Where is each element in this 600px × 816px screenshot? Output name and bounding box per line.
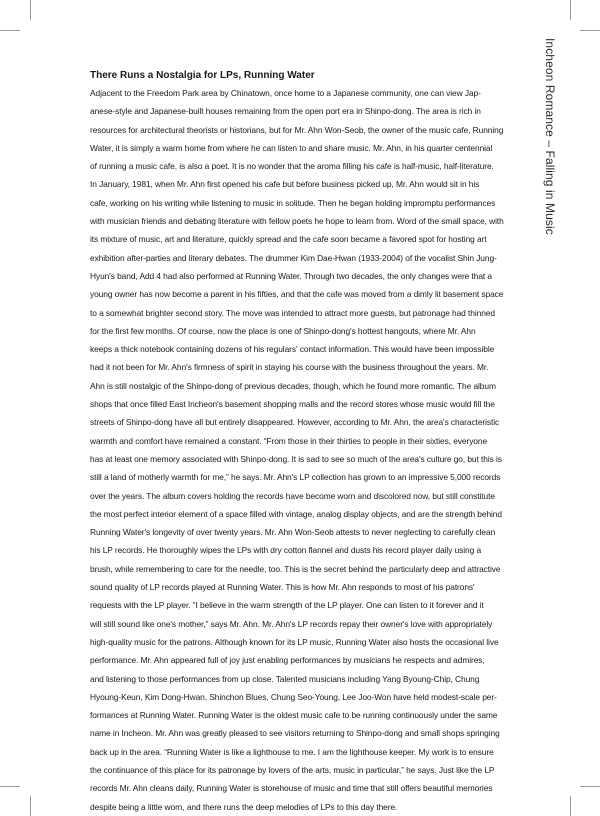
crop-mark xyxy=(570,0,571,20)
body-line: the continuance of this place for its patronage by lovers of the arts, music in particular,” he says. Just like the LP xyxy=(90,764,495,775)
body-line: requests with the LP player. “I believe in the warm strength of the LP player. One can listen to it forever and it xyxy=(90,600,484,611)
body-line: has at least one memory associated with Shinpo-dong. It is sad to see so much of the area's culture go, but this is xyxy=(90,453,502,464)
body-line: name in Incheon. Mr. Ahn was greatly pleased to see visitors returning to Shinpo-dong and small shops springing xyxy=(90,728,500,739)
body-line: and listening to those performances from up close. Talented musicians including Yang Byoung-Chip, Chung xyxy=(90,673,480,684)
body-line: for the first few months. Of course, now the place is one of Shinpo-dong's hottest hangouts, where Mr. Ahn xyxy=(90,325,476,336)
body-line: still a land of motherly warmth for me,” he says. Mr. Ahn's LP collection has grown to an impressive 5,000 records xyxy=(90,472,501,483)
body-line: young owner has now become a parent in his fifties, and that the cafe was moved from a dimly lit basement space xyxy=(90,289,504,300)
article-title: There Runs a Nostalgia for LPs, Running Water xyxy=(90,70,315,81)
crop-mark xyxy=(30,796,31,816)
body-line: sound quality of LP records played at Running Water. This is how Mr. Ahn responds to most of his patrons' xyxy=(90,582,475,593)
crop-mark xyxy=(570,796,571,816)
body-line: shops that once filled East Incheon's basement shopping malls and the record stores whose music would fill the xyxy=(90,399,495,410)
body-line: streets of Shinpo-dong have all but entirely disappeared. However, according to Mr. Ahn, the area's characteristic xyxy=(90,417,500,428)
body-line: despite being a little worn, and there runs the deep melodies of LPs to this day there. xyxy=(90,801,398,812)
body-line: performance. Mr. Ahn appeared full of joy just enabling performances by musicians he respects and admires, xyxy=(90,655,485,666)
body-line: of running a music cafe, is also a poet. It is no wonder that the aroma filling his cafe is half-music, half-literature. xyxy=(90,161,494,172)
body-line: had it not been for Mr. Ahn's firmness of spirit in staying his course with the business throughout the years. Mr. xyxy=(90,362,489,373)
body-line: will still sound like one's mother,” says Mr. Ahn. Mr. Ahn's LP records repay their owner's love with appropriately xyxy=(90,618,493,629)
body-line: exhibition after-parties and literary debates. The drummer Kim Dae-Hwan (1933-2004) of the vocalist Shin Jung- xyxy=(90,252,497,263)
body-line: to a somewhat brighter second story. The move was intended to attract more guests, but patronage had thinned xyxy=(90,307,495,318)
body-line: Hyun's band, Add 4 had also performed at Running Water. Through two decades, the only changes were that a xyxy=(90,270,492,281)
body-line: In January, 1981, when Mr. Ahn first opened his cafe but before business picked up, Mr. Ahn would sit in his xyxy=(90,179,480,190)
body-line: with musician friends and debating literature with fellow poets he hope to learn from. Word of the small space, with xyxy=(90,216,504,227)
body-line: the most perfect interior element of a space filled with vintage, analog display objects, and are the strength behind xyxy=(90,508,502,519)
body-line: back up in the area. “Running Water is like a lighthouse to me. I am the lighthouse keeper. My work is to ensure xyxy=(90,746,494,757)
crop-mark xyxy=(580,30,600,31)
body-line: records Mr. Ahn cleans daily, Running Water is storehouse of music and time that still offers beautiful memories xyxy=(90,783,493,794)
body-line: Ahn is still nostalgic of the Shinpo-dong of previous decades, though, which he found more romantic. The album xyxy=(90,380,496,391)
crop-mark xyxy=(30,0,31,20)
body-line: keeps a thick notebook containing dozens of his regulars' contact information. This would have been impossible xyxy=(90,344,495,355)
body-line: its mixture of music, art and literature, quickly spread and the cafe soon became a favored spot for hosting art xyxy=(90,234,487,245)
body-line: formances at Running Water. Running Water is the oldest music cafe to be running continuously under the same xyxy=(90,710,498,721)
body-line: over the years. The album covers holding the records have become worn and discolored now, but still constitute xyxy=(90,490,495,501)
body-line: brush, while remembering to care for the needle, too. This is the secret behind the particularly deep and attractive xyxy=(90,563,501,574)
body-line: Running Water's longevity of over twenty years. Mr. Ahn Won-Seob attests to never neglecting to carefully clean xyxy=(90,527,496,538)
crop-mark xyxy=(0,30,20,31)
body-line: resources for architectural theorists or historians, but for Mr. Ahn Won-Seob, the owner of the music cafe, Running xyxy=(90,124,504,135)
body-line: Hyoung-Keun, Kim Dong-Hwan, Shinchon Blues, Chung Seo-Young, Lee Joo-Won have held modest-scale per- xyxy=(90,691,497,702)
body-line: high-quality music for the patrons. Although known for its LP music, Running Water also hosts the occasional live xyxy=(90,636,499,647)
crop-mark xyxy=(0,786,20,787)
body-line: Adjacent to the Freedom Park area by Chinatown, once home to a Japanese community, one can view Jap- xyxy=(90,88,481,98)
article-body xyxy=(90,84,535,816)
body-line: his LP records. He thoroughly wipes the LPs with dry cotton flannel and dusts his record player daily using a xyxy=(90,545,482,556)
body-line: cafe, working on his writing while listening to music in solitude. Then he began holding impromptu performances xyxy=(90,197,496,208)
article xyxy=(90,68,535,816)
body-line: anese-style and Japanese-built houses remaining from the open port era in Shinpo-dong. The area is rich in xyxy=(90,106,481,117)
body-line: warmth and comfort have remained a constant. “From those in their thirties to people in their sixties, everyone xyxy=(90,435,488,446)
body-line: Water, it is simply a warm home from where he can listen to and share music. Mr. Ahn, in his quarter centennial xyxy=(90,142,493,153)
crop-mark xyxy=(580,786,600,787)
running-header: Incheon Romance – Falling in Music xyxy=(543,38,557,235)
